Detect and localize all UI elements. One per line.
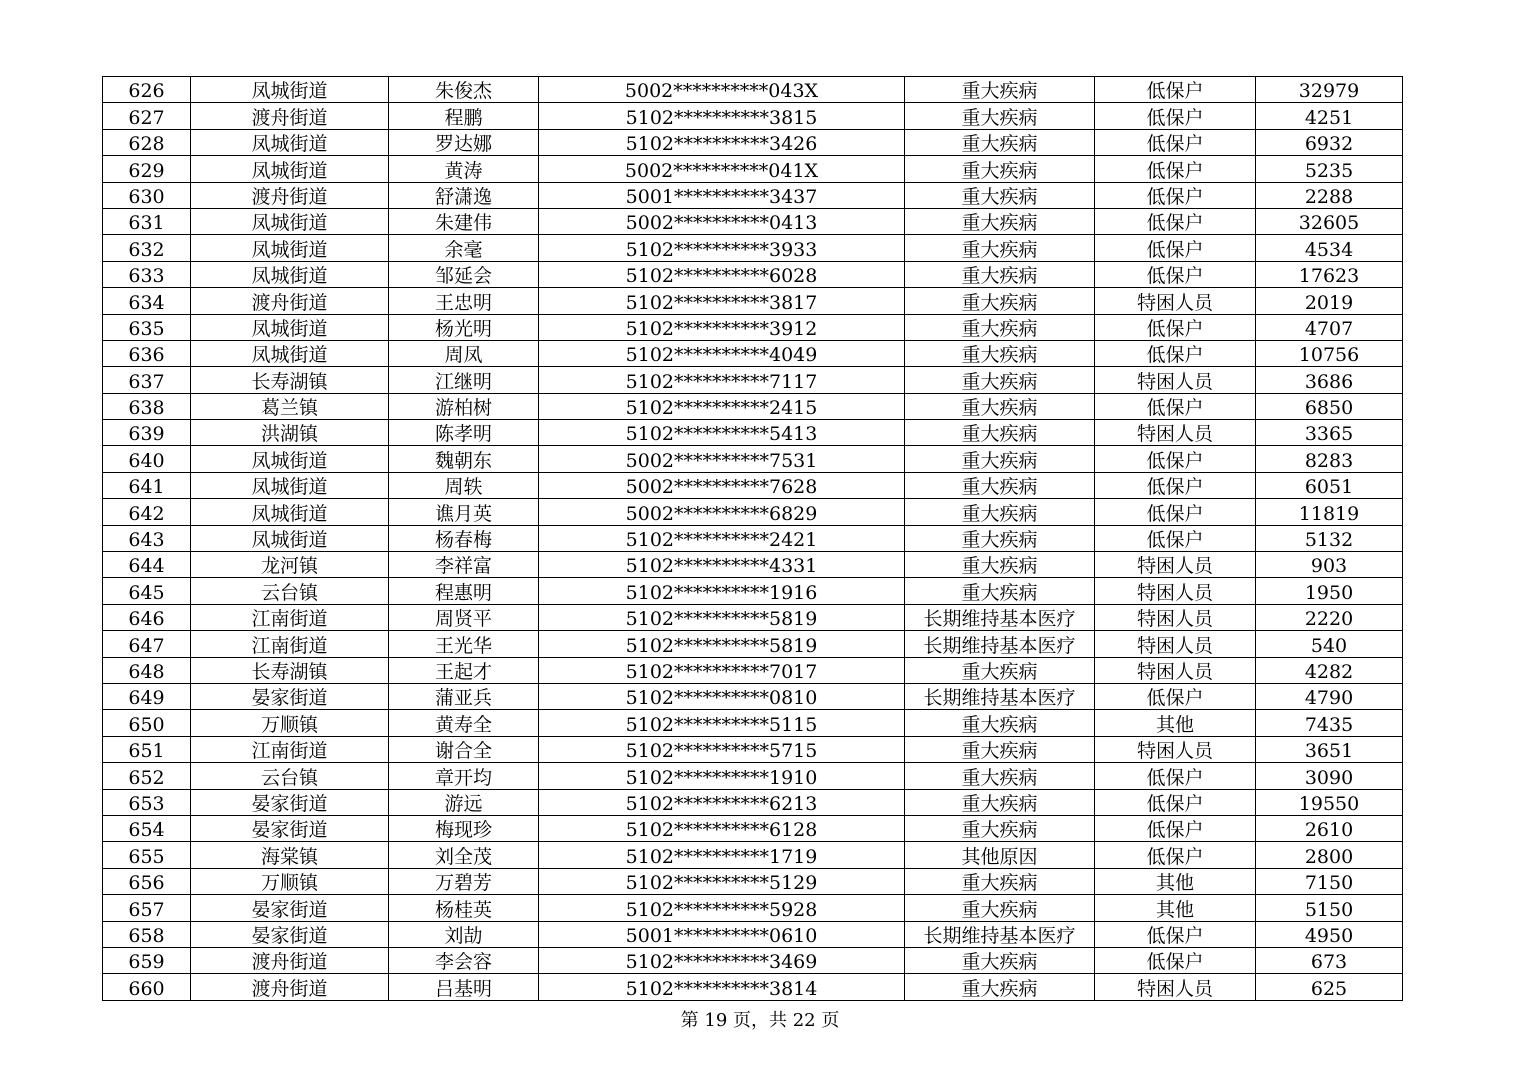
cell-id-number: 5102**********5819 (539, 604, 905, 630)
cell-reason: 重大疾病 (905, 340, 1095, 366)
table-row (103, 103, 1403, 129)
cell-id-number: 5102**********3814 (539, 974, 905, 1000)
cell-id-number: 5102**********2415 (539, 393, 905, 419)
cell-name: 李会容 (389, 947, 539, 973)
cell-name: 蒲亚兵 (389, 683, 539, 709)
cell-id-number: 5001**********0610 (539, 921, 905, 947)
cell-id-number: 5102**********5129 (539, 868, 905, 894)
cell-name: 舒潇逸 (389, 182, 539, 208)
cell-category: 低保户 (1095, 921, 1256, 947)
cell-amount: 5235 (1256, 156, 1403, 182)
cell-row-number: 658 (103, 921, 191, 947)
table-row (103, 156, 1403, 182)
cell-name: 谢合全 (389, 736, 539, 762)
cell-street: 凤城街道 (191, 129, 389, 155)
table-row (103, 895, 1403, 921)
cell-category: 其他 (1095, 895, 1256, 921)
cell-category: 低保户 (1095, 156, 1256, 182)
table-row (103, 736, 1403, 762)
cell-row-number: 642 (103, 499, 191, 525)
cell-street: 凤城街道 (191, 156, 389, 182)
cell-amount: 17623 (1256, 261, 1403, 287)
cell-reason: 重大疾病 (905, 578, 1095, 604)
cell-name: 杨春梅 (389, 525, 539, 551)
cell-row-number: 640 (103, 446, 191, 472)
cell-reason: 重大疾病 (905, 261, 1095, 287)
cell-category: 低保户 (1095, 103, 1256, 129)
cell-id-number: 5102**********5928 (539, 895, 905, 921)
cell-row-number: 638 (103, 393, 191, 419)
cell-row-number: 639 (103, 420, 191, 446)
table-row (103, 367, 1403, 393)
cell-category: 低保户 (1095, 182, 1256, 208)
cell-category: 特困人员 (1095, 657, 1256, 683)
cell-row-number: 636 (103, 340, 191, 366)
cell-amount: 2610 (1256, 815, 1403, 841)
table-row (103, 815, 1403, 841)
table-row (103, 525, 1403, 551)
cell-street: 凤城街道 (191, 525, 389, 551)
cell-id-number: 5102**********3469 (539, 947, 905, 973)
cell-category: 特困人员 (1095, 552, 1256, 578)
cell-name: 王起才 (389, 657, 539, 683)
cell-amount: 5132 (1256, 525, 1403, 551)
cell-name: 杨桂英 (389, 895, 539, 921)
cell-row-number: 626 (103, 77, 191, 103)
cell-row-number: 635 (103, 314, 191, 340)
cell-street: 渡舟街道 (191, 947, 389, 973)
cell-name: 游远 (389, 789, 539, 815)
cell-amount: 4251 (1256, 103, 1403, 129)
cell-reason: 重大疾病 (905, 789, 1095, 815)
cell-row-number: 653 (103, 789, 191, 815)
cell-reason: 重大疾病 (905, 288, 1095, 314)
cell-street: 凤城街道 (191, 472, 389, 498)
cell-category: 低保户 (1095, 947, 1256, 973)
cell-name: 王光华 (389, 631, 539, 657)
cell-row-number: 655 (103, 842, 191, 868)
cell-amount: 10756 (1256, 340, 1403, 366)
cell-id-number: 5102**********5819 (539, 631, 905, 657)
cell-id-number: 5002**********7531 (539, 446, 905, 472)
cell-name: 李祥富 (389, 552, 539, 578)
cell-amount: 1950 (1256, 578, 1403, 604)
cell-category: 低保户 (1095, 763, 1256, 789)
cell-name: 刘劼 (389, 921, 539, 947)
cell-reason: 重大疾病 (905, 367, 1095, 393)
cell-category: 低保户 (1095, 842, 1256, 868)
cell-amount: 3090 (1256, 763, 1403, 789)
cell-row-number: 657 (103, 895, 191, 921)
cell-amount: 2800 (1256, 842, 1403, 868)
cell-row-number: 648 (103, 657, 191, 683)
cell-name: 吕基明 (389, 974, 539, 1000)
cell-street: 龙河镇 (191, 552, 389, 578)
cell-amount: 4707 (1256, 314, 1403, 340)
cell-street: 晏家街道 (191, 683, 389, 709)
cell-category: 低保户 (1095, 314, 1256, 340)
cell-street: 万顺镇 (191, 710, 389, 736)
cell-category: 低保户 (1095, 472, 1256, 498)
cell-name: 刘全茂 (389, 842, 539, 868)
table-body (103, 77, 1403, 1001)
table-row (103, 657, 1403, 683)
table-row (103, 420, 1403, 446)
table-row (103, 314, 1403, 340)
cell-street: 凤城街道 (191, 77, 389, 103)
cell-id-number: 5002**********0413 (539, 208, 905, 234)
cell-row-number: 646 (103, 604, 191, 630)
cell-reason: 重大疾病 (905, 103, 1095, 129)
cell-reason: 重大疾病 (905, 182, 1095, 208)
cell-id-number: 5102**********6028 (539, 261, 905, 287)
table-row (103, 842, 1403, 868)
cell-reason: 重大疾病 (905, 895, 1095, 921)
cell-category: 特困人员 (1095, 736, 1256, 762)
table-row (103, 182, 1403, 208)
cell-amount: 903 (1256, 552, 1403, 578)
table-row (103, 921, 1403, 947)
cell-name: 邹延会 (389, 261, 539, 287)
table-row (103, 552, 1403, 578)
table-row (103, 763, 1403, 789)
cell-row-number: 633 (103, 261, 191, 287)
cell-id-number: 5002**********7628 (539, 472, 905, 498)
cell-id-number: 5102**********6213 (539, 789, 905, 815)
cell-reason: 长期维持基本医疗 (905, 683, 1095, 709)
data-table (102, 76, 1403, 1001)
table-row (103, 683, 1403, 709)
cell-street: 长寿湖镇 (191, 367, 389, 393)
cell-amount: 19550 (1256, 789, 1403, 815)
cell-amount: 11819 (1256, 499, 1403, 525)
cell-amount: 540 (1256, 631, 1403, 657)
cell-category: 低保户 (1095, 815, 1256, 841)
cell-category: 特困人员 (1095, 631, 1256, 657)
cell-category: 其他 (1095, 868, 1256, 894)
cell-amount: 3365 (1256, 420, 1403, 446)
cell-row-number: 630 (103, 182, 191, 208)
table-row (103, 393, 1403, 419)
table-row (103, 631, 1403, 657)
cell-name: 朱建伟 (389, 208, 539, 234)
cell-reason: 重大疾病 (905, 763, 1095, 789)
cell-id-number: 5002**********043X (539, 77, 905, 103)
cell-row-number: 634 (103, 288, 191, 314)
cell-street: 海棠镇 (191, 842, 389, 868)
cell-name: 章开均 (389, 763, 539, 789)
cell-category: 低保户 (1095, 129, 1256, 155)
cell-category: 低保户 (1095, 789, 1256, 815)
cell-amount: 8283 (1256, 446, 1403, 472)
cell-amount: 32979 (1256, 77, 1403, 103)
cell-id-number: 5102**********3933 (539, 235, 905, 261)
cell-row-number: 644 (103, 552, 191, 578)
cell-category: 低保户 (1095, 340, 1256, 366)
cell-reason: 重大疾病 (905, 208, 1095, 234)
cell-row-number: 659 (103, 947, 191, 973)
cell-name: 谯月英 (389, 499, 539, 525)
cell-name: 朱俊杰 (389, 77, 539, 103)
cell-amount: 2019 (1256, 288, 1403, 314)
cell-amount: 3651 (1256, 736, 1403, 762)
cell-reason: 重大疾病 (905, 420, 1095, 446)
table-row (103, 499, 1403, 525)
cell-street: 洪湖镇 (191, 420, 389, 446)
cell-row-number: 643 (103, 525, 191, 551)
cell-reason: 重大疾病 (905, 974, 1095, 1000)
cell-reason: 其他原因 (905, 842, 1095, 868)
cell-name: 游柏树 (389, 393, 539, 419)
cell-row-number: 647 (103, 631, 191, 657)
table-row (103, 446, 1403, 472)
cell-amount: 6850 (1256, 393, 1403, 419)
cell-reason: 长期维持基本医疗 (905, 921, 1095, 947)
cell-reason: 重大疾病 (905, 657, 1095, 683)
cell-reason: 重大疾病 (905, 947, 1095, 973)
cell-id-number: 5102**********5715 (539, 736, 905, 762)
cell-street: 晏家街道 (191, 815, 389, 841)
cell-street: 长寿湖镇 (191, 657, 389, 683)
cell-row-number: 650 (103, 710, 191, 736)
table-row (103, 472, 1403, 498)
cell-street: 渡舟街道 (191, 182, 389, 208)
cell-street: 云台镇 (191, 578, 389, 604)
cell-category: 其他 (1095, 710, 1256, 736)
cell-street: 凤城街道 (191, 235, 389, 261)
table-row (103, 77, 1403, 103)
cell-row-number: 629 (103, 156, 191, 182)
cell-reason: 重大疾病 (905, 710, 1095, 736)
cell-street: 江南街道 (191, 736, 389, 762)
table-row (103, 340, 1403, 366)
cell-amount: 7435 (1256, 710, 1403, 736)
cell-id-number: 5102**********7017 (539, 657, 905, 683)
cell-reason: 长期维持基本医疗 (905, 631, 1095, 657)
cell-id-number: 5102**********1916 (539, 578, 905, 604)
cell-reason: 重大疾病 (905, 129, 1095, 155)
cell-name: 程惠明 (389, 578, 539, 604)
cell-amount: 32605 (1256, 208, 1403, 234)
table-row (103, 261, 1403, 287)
cell-street: 凤城街道 (191, 340, 389, 366)
cell-category: 低保户 (1095, 525, 1256, 551)
cell-street: 凤城街道 (191, 261, 389, 287)
cell-street: 万顺镇 (191, 868, 389, 894)
cell-amount: 7150 (1256, 868, 1403, 894)
cell-id-number: 5001**********3437 (539, 182, 905, 208)
cell-category: 低保户 (1095, 499, 1256, 525)
cell-row-number: 651 (103, 736, 191, 762)
cell-category: 低保户 (1095, 446, 1256, 472)
cell-name: 程鹏 (389, 103, 539, 129)
table-row (103, 578, 1403, 604)
cell-row-number: 627 (103, 103, 191, 129)
table-row (103, 868, 1403, 894)
cell-reason: 重大疾病 (905, 472, 1095, 498)
cell-amount: 4282 (1256, 657, 1403, 683)
cell-street: 凤城街道 (191, 499, 389, 525)
cell-reason: 重大疾病 (905, 156, 1095, 182)
table-row (103, 947, 1403, 973)
cell-row-number: 656 (103, 868, 191, 894)
page-footer: 第 19 页，共 22 页 (680, 1010, 840, 1031)
cell-reason: 重大疾病 (905, 552, 1095, 578)
table-row (103, 789, 1403, 815)
cell-category: 特困人员 (1095, 288, 1256, 314)
cell-name: 王忠明 (389, 288, 539, 314)
cell-id-number: 5102**********1719 (539, 842, 905, 868)
cell-category: 特困人员 (1095, 974, 1256, 1000)
cell-street: 葛兰镇 (191, 393, 389, 419)
cell-street: 晏家街道 (191, 921, 389, 947)
cell-street: 江南街道 (191, 604, 389, 630)
cell-id-number: 5102**********4331 (539, 552, 905, 578)
cell-category: 低保户 (1095, 261, 1256, 287)
cell-name: 黄寿全 (389, 710, 539, 736)
cell-id-number: 5102**********3426 (539, 129, 905, 155)
cell-name: 杨光明 (389, 314, 539, 340)
cell-street: 凤城街道 (191, 446, 389, 472)
cell-street: 云台镇 (191, 763, 389, 789)
cell-row-number: 652 (103, 763, 191, 789)
cell-category: 低保户 (1095, 77, 1256, 103)
cell-id-number: 5002**********041X (539, 156, 905, 182)
cell-id-number: 5102**********7117 (539, 367, 905, 393)
cell-row-number: 632 (103, 235, 191, 261)
cell-row-number: 631 (103, 208, 191, 234)
cell-amount: 673 (1256, 947, 1403, 973)
cell-id-number: 5102**********3817 (539, 288, 905, 314)
cell-reason: 重大疾病 (905, 499, 1095, 525)
cell-name: 魏朝东 (389, 446, 539, 472)
table-row (103, 129, 1403, 155)
cell-name: 周贤平 (389, 604, 539, 630)
cell-row-number: 654 (103, 815, 191, 841)
cell-name: 梅现珍 (389, 815, 539, 841)
cell-street: 渡舟街道 (191, 974, 389, 1000)
cell-id-number: 5102**********2421 (539, 525, 905, 551)
cell-name: 江继明 (389, 367, 539, 393)
cell-amount: 4534 (1256, 235, 1403, 261)
cell-amount: 2220 (1256, 604, 1403, 630)
cell-id-number: 5102**********4049 (539, 340, 905, 366)
cell-amount: 6932 (1256, 129, 1403, 155)
cell-category: 低保户 (1095, 235, 1256, 261)
cell-name: 周轶 (389, 472, 539, 498)
cell-id-number: 5102**********3815 (539, 103, 905, 129)
cell-id-number: 5102**********5115 (539, 710, 905, 736)
cell-row-number: 628 (103, 129, 191, 155)
cell-row-number: 641 (103, 472, 191, 498)
cell-name: 余毫 (389, 235, 539, 261)
cell-category: 低保户 (1095, 393, 1256, 419)
cell-name: 周凤 (389, 340, 539, 366)
cell-reason: 重大疾病 (905, 525, 1095, 551)
cell-row-number: 649 (103, 683, 191, 709)
table-row (103, 974, 1403, 1000)
cell-id-number: 5102**********0810 (539, 683, 905, 709)
cell-id-number: 5102**********6128 (539, 815, 905, 841)
cell-name: 陈孝明 (389, 420, 539, 446)
cell-row-number: 660 (103, 974, 191, 1000)
cell-name: 黄涛 (389, 156, 539, 182)
cell-name: 罗达娜 (389, 129, 539, 155)
cell-street: 凤城街道 (191, 208, 389, 234)
cell-id-number: 5102**********1910 (539, 763, 905, 789)
cell-reason: 重大疾病 (905, 235, 1095, 261)
cell-reason: 重大疾病 (905, 868, 1095, 894)
cell-name: 万碧芳 (389, 868, 539, 894)
cell-category: 特困人员 (1095, 604, 1256, 630)
cell-amount: 625 (1256, 974, 1403, 1000)
cell-id-number: 5102**********3912 (539, 314, 905, 340)
cell-category: 特困人员 (1095, 367, 1256, 393)
cell-reason: 重大疾病 (905, 446, 1095, 472)
cell-row-number: 637 (103, 367, 191, 393)
cell-id-number: 5102**********5413 (539, 420, 905, 446)
cell-reason: 重大疾病 (905, 736, 1095, 762)
cell-reason: 重大疾病 (905, 77, 1095, 103)
cell-street: 凤城街道 (191, 314, 389, 340)
cell-amount: 6051 (1256, 472, 1403, 498)
table-row (103, 604, 1403, 630)
cell-reason: 重大疾病 (905, 314, 1095, 340)
cell-row-number: 645 (103, 578, 191, 604)
cell-id-number: 5002**********6829 (539, 499, 905, 525)
cell-amount: 4790 (1256, 683, 1403, 709)
cell-amount: 3686 (1256, 367, 1403, 393)
cell-category: 低保户 (1095, 683, 1256, 709)
cell-amount: 2288 (1256, 182, 1403, 208)
cell-reason: 长期维持基本医疗 (905, 604, 1095, 630)
cell-category: 低保户 (1095, 208, 1256, 234)
table-row (103, 208, 1403, 234)
cell-amount: 4950 (1256, 921, 1403, 947)
table-row (103, 288, 1403, 314)
cell-street: 晏家街道 (191, 895, 389, 921)
cell-reason: 重大疾病 (905, 815, 1095, 841)
cell-category: 特困人员 (1095, 420, 1256, 446)
table-row (103, 235, 1403, 261)
table-row (103, 710, 1403, 736)
cell-reason: 重大疾病 (905, 393, 1095, 419)
cell-street: 江南街道 (191, 631, 389, 657)
cell-street: 渡舟街道 (191, 288, 389, 314)
cell-street: 晏家街道 (191, 789, 389, 815)
cell-category: 特困人员 (1095, 578, 1256, 604)
cell-amount: 5150 (1256, 895, 1403, 921)
cell-street: 渡舟街道 (191, 103, 389, 129)
